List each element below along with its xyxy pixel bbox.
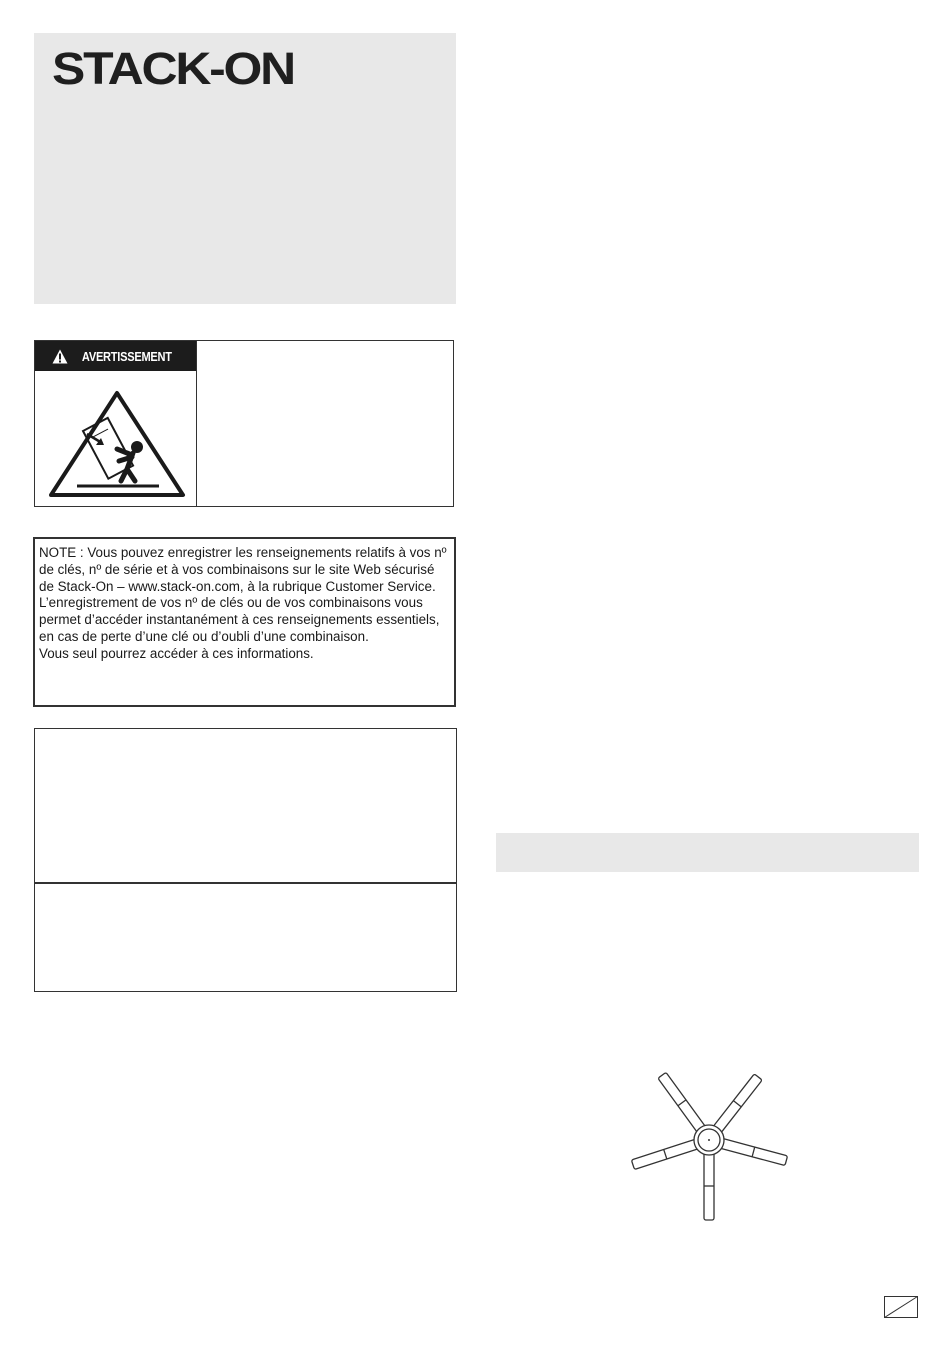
five-spoke-handle-icon <box>620 1060 800 1230</box>
warning-panel <box>35 341 197 506</box>
note-paragraph-3: Vous seul pourrez accéder à ces informations. <box>39 645 314 661</box>
page-corner-mark <box>884 1296 918 1318</box>
tip-over-warning-icon <box>47 389 187 499</box>
note-paragraph-1: NOTE : Vous pouvez enregistrer les renseignements relatifs à vos nº de clés, nº de série et à vos combinaisons sur le site Web sécurisé de Stack-On – www.stack-on.com, à la rubrique Customer Service. <box>39 545 447 594</box>
alert-triangle-icon <box>52 349 68 364</box>
empty-box-lower <box>34 882 457 992</box>
svg-text:STACK-ON: STACK-ON <box>52 46 294 90</box>
warning-box <box>34 340 454 507</box>
warning-header <box>35 341 196 371</box>
note-paragraph-2: L’enregistrement de vos nº de clés ou de vos combinaisons vous permet d’accéder instantanément à ces renseignements essentiels, en cas de perte d’une clé ou d’oubli d’une combinaison. <box>39 595 440 644</box>
note-box <box>33 537 456 707</box>
section-gray-bar <box>496 833 919 872</box>
empty-box-upper <box>34 728 457 884</box>
stack-on-logo <box>52 46 294 90</box>
warning-label: AVERTISSEMENT <box>81 348 172 364</box>
